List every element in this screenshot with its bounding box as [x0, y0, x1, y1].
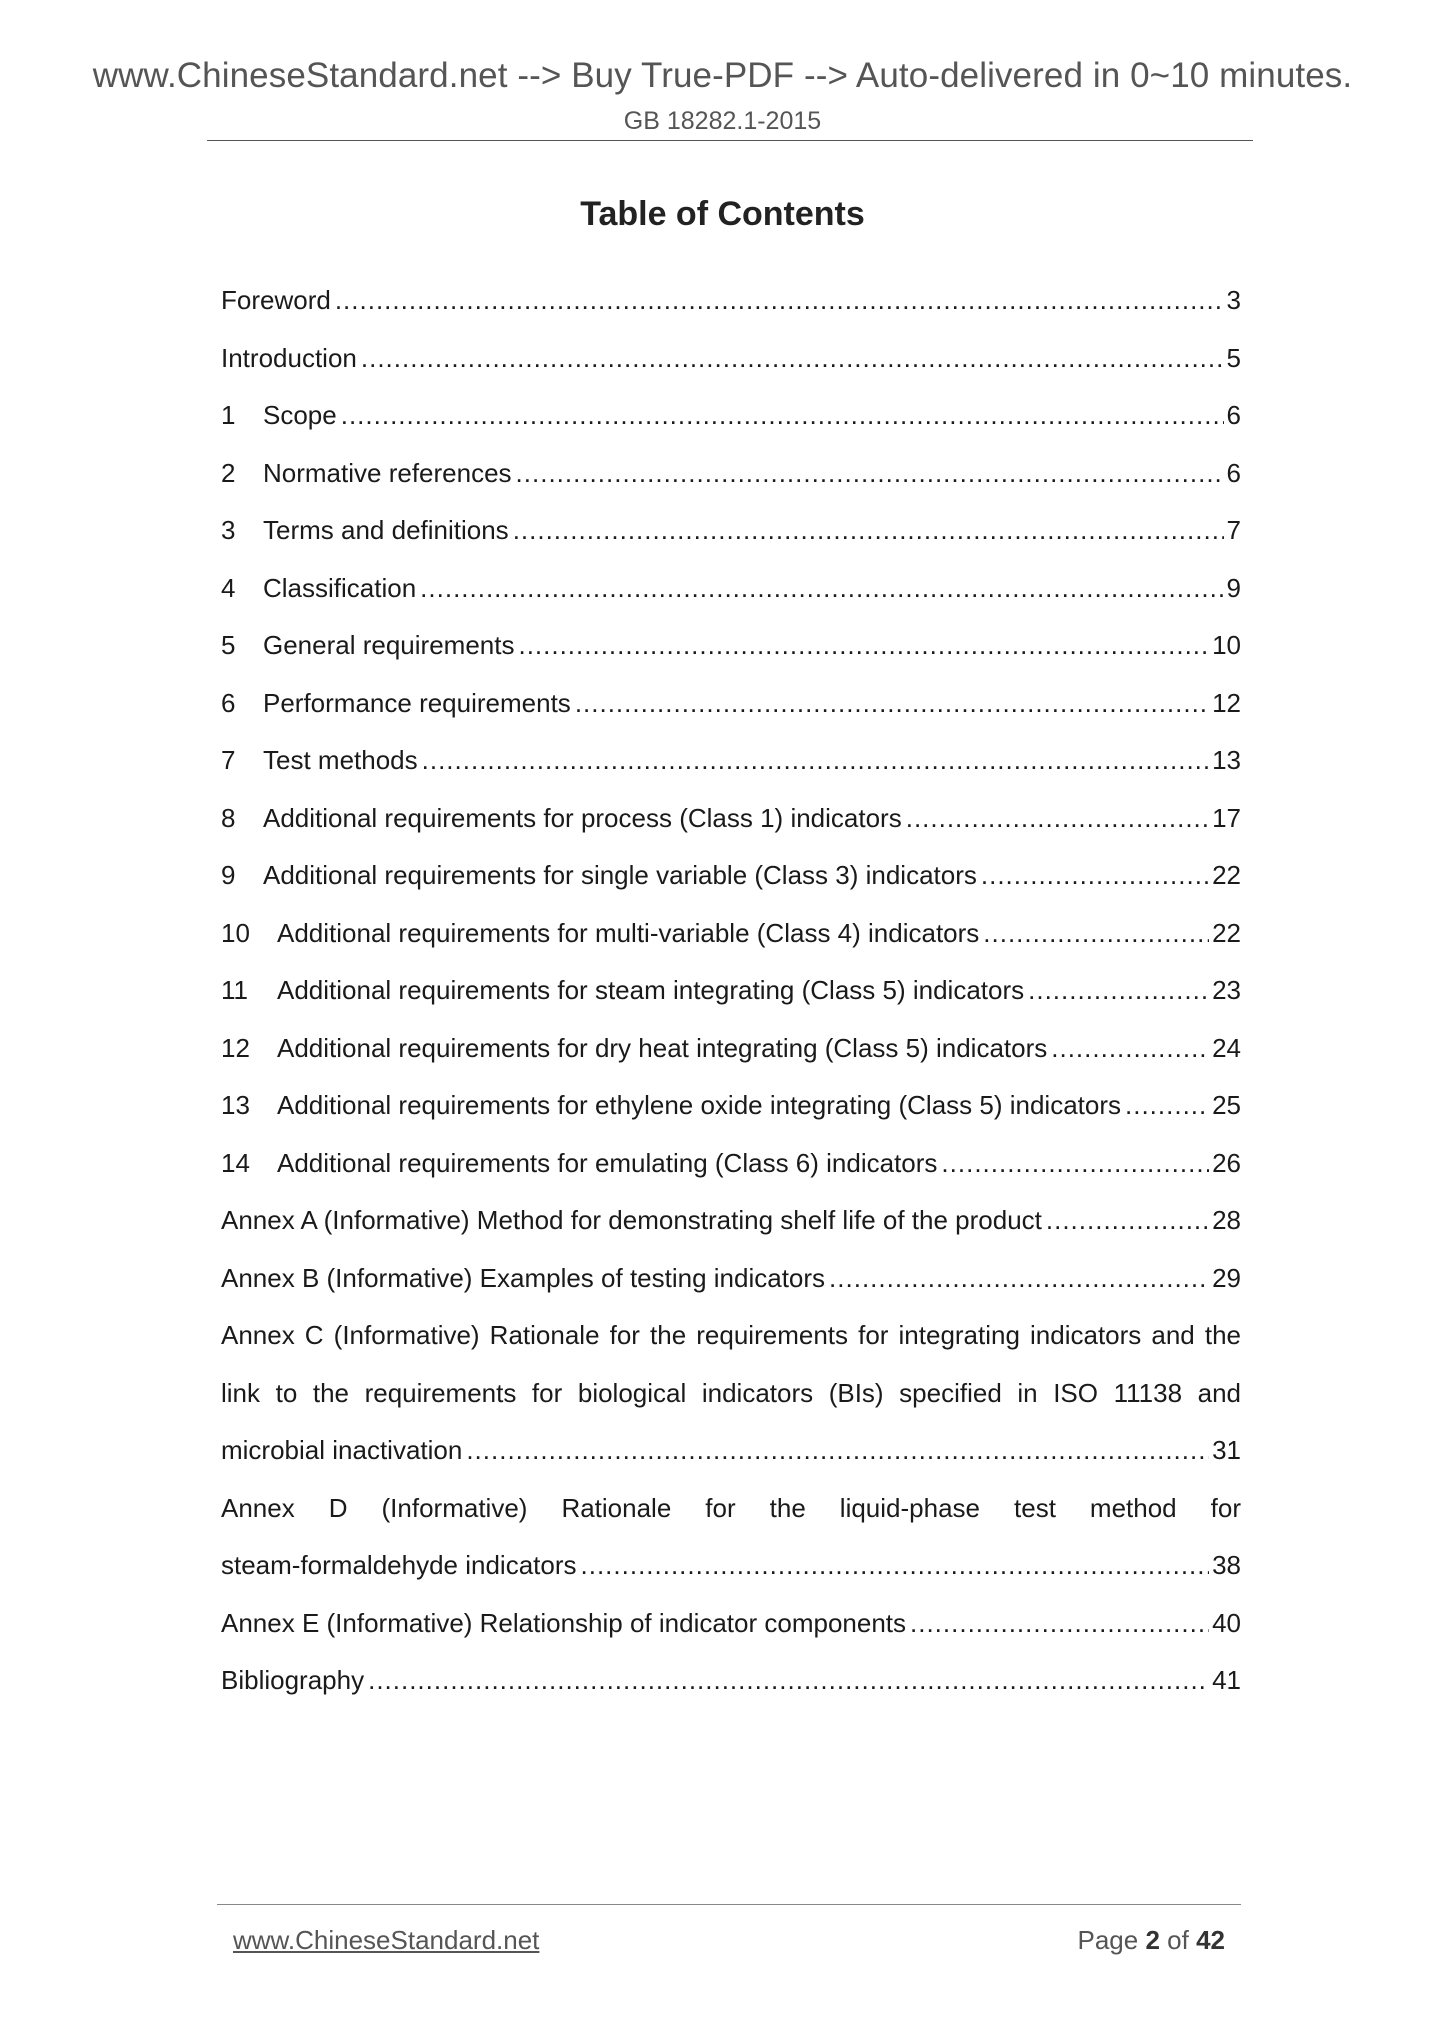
toc-leader-dots	[420, 568, 1223, 609]
toc-entry-label: Annex A (Informative) Method for demonstrating shelf life of the product	[221, 1205, 1042, 1235]
page-number-of: of	[1167, 1925, 1189, 1955]
toc-entry-number: 9	[221, 860, 236, 890]
toc-leader-dots	[829, 1258, 1209, 1299]
toc-entry[interactable]	[221, 338, 1241, 396]
toc-entry-page: 9	[1226, 572, 1241, 603]
toc-entry-number: 11	[221, 975, 248, 1005]
toc-leader-dots	[466, 1430, 1209, 1471]
toc-leader-dots	[906, 798, 1209, 839]
toc-entry[interactable]	[221, 798, 1241, 856]
toc-entry-page: 23	[1212, 975, 1241, 1005]
page-number-prefix: Page	[1077, 1925, 1139, 1955]
toc-entry-number: 4	[221, 572, 236, 603]
toc-entry[interactable]	[221, 740, 1241, 798]
footer-divider	[217, 1904, 1241, 1905]
toc-entry-label: Annex E (Informative) Relationship of indicator components	[221, 1607, 907, 1638]
toc-entry[interactable]	[221, 1143, 1241, 1201]
toc-entry-label: steam-formaldehyde indicators	[221, 1550, 577, 1580]
page-number	[1077, 1925, 1225, 1956]
toc-entry-annex-d[interactable]	[221, 1488, 1241, 1603]
header-banner: www.ChineseStandard.net --> Buy True-PDF --> Auto-delivered in 0~10 minutes.	[92, 56, 1353, 95]
toc-entry-number: 3	[221, 515, 236, 545]
toc-entry[interactable]	[221, 395, 1241, 453]
page-title: Table of Contents	[580, 195, 865, 233]
toc-entry-label: Annex B (Informative) Examples of testing indicators	[221, 1262, 826, 1293]
toc-leader-dots	[910, 1603, 1209, 1644]
toc-leader-dots	[341, 395, 1224, 436]
toc-entry-number: 12	[221, 1032, 250, 1063]
toc-entry[interactable]	[221, 625, 1241, 683]
toc-entry-label: Normative references	[263, 457, 512, 488]
toc-entry-label: Bibliography	[221, 1665, 365, 1695]
toc-list	[221, 280, 1241, 1315]
toc-entry-label: Introduction	[221, 342, 357, 373]
toc-leader-dots	[422, 740, 1209, 781]
toc-leader-dots	[518, 625, 1209, 666]
toc-entry-page: 7	[1226, 515, 1241, 545]
toc-entry-annex-c[interactable]	[221, 1315, 1241, 1488]
toc-leader-dots	[1125, 1085, 1209, 1126]
toc-entry-page: 22	[1212, 860, 1241, 890]
toc-leader-dots	[513, 510, 1224, 551]
toc-entry-page: 29	[1212, 1262, 1241, 1293]
toc-leader-dots	[1028, 970, 1209, 1011]
toc-entry-label: Classification	[263, 572, 417, 603]
page-number-total: 42	[1196, 1925, 1225, 1955]
toc-entry-page: 22	[1212, 917, 1241, 948]
toc-entry-number: 8	[221, 802, 236, 833]
toc-entry[interactable]	[221, 855, 1241, 913]
toc-entry[interactable]	[221, 683, 1241, 741]
toc-leader-dots	[983, 913, 1209, 954]
toc-entry-number: 5	[221, 630, 236, 660]
toc-entry-label: Test methods	[263, 745, 418, 775]
toc-entry-page: 5	[1226, 342, 1241, 373]
toc-entry-number: 2	[221, 457, 236, 488]
toc-entry-page: 13	[1212, 745, 1241, 775]
toc-leader-dots	[575, 683, 1209, 724]
toc-entry-page: 17	[1212, 802, 1241, 833]
toc-leader-dots	[1046, 1200, 1209, 1241]
toc-entry-label: Performance requirements	[263, 687, 571, 718]
toc-entry[interactable]	[221, 913, 1241, 971]
toc-entry-bibliography[interactable]	[221, 1660, 1241, 1718]
toc-leader-dots	[941, 1143, 1209, 1184]
toc-entry-number: 13	[221, 1090, 250, 1120]
toc-entry[interactable]	[221, 1258, 1241, 1316]
toc-entry-page: 24	[1212, 1032, 1241, 1063]
toc-entry-label: Foreword	[221, 285, 331, 315]
toc-entry-page: 38	[1212, 1550, 1241, 1580]
toc-leader-dots	[1051, 1028, 1209, 1069]
toc-entry[interactable]	[221, 1200, 1241, 1258]
toc-entry-annex-c-line-3	[221, 1430, 1241, 1488]
toc-entry-annex-c-line-2: link to the requirements for biological indicators (BIs) specified in ISO 11138 and	[221, 1377, 1241, 1408]
toc-entry-label: General requirements	[263, 630, 515, 660]
toc-entry-page: 3	[1226, 285, 1241, 315]
toc-leader-dots	[361, 338, 1224, 379]
toc-entry-annex-d-line-1: Annex D (Informative) Rationale for the liquid-phase test method for	[221, 1492, 1241, 1523]
toc-entry-page: 40	[1212, 1607, 1241, 1638]
toc-entry[interactable]	[221, 453, 1241, 511]
page-number-current: 2	[1145, 1925, 1160, 1955]
footer-website-link[interactable]: www.ChineseStandard.net	[233, 1925, 540, 1955]
toc-entry-label: Additional requirements for multi-variable (Class 4) indicators	[277, 917, 980, 948]
standard-number: GB 18282.1-2015	[623, 107, 822, 135]
toc-entry-number: 7	[221, 745, 236, 775]
toc-entry-label: Scope	[263, 400, 337, 430]
toc-entry-label: Additional requirements for single variable (Class 3) indicators	[263, 860, 977, 890]
toc-entry[interactable]	[221, 280, 1241, 338]
toc-entry-label: Terms and definitions	[263, 515, 509, 545]
toc-entry-label: Additional requirements for emulating (Class 6) indicators	[277, 1147, 938, 1178]
toc-entry[interactable]	[221, 568, 1241, 626]
toc-entry-page: 6	[1226, 457, 1241, 488]
toc-entry-page: 26	[1212, 1147, 1241, 1178]
toc-leader-dots	[335, 280, 1224, 321]
toc-entry[interactable]	[221, 1085, 1241, 1143]
toc-entry-number: 14	[221, 1147, 250, 1178]
toc-entry-page: 41	[1212, 1665, 1241, 1695]
toc-leader-dots	[368, 1660, 1209, 1701]
toc-entry-page: 10	[1212, 630, 1241, 660]
toc-entry-page: 31	[1212, 1435, 1241, 1465]
toc-entry-page: 12	[1212, 687, 1241, 718]
toc-entry-page: 25	[1212, 1090, 1241, 1120]
toc-entry-label: Additional requirements for ethylene oxide integrating (Class 5) indicators	[277, 1090, 1121, 1120]
toc-entry-number: 6	[221, 687, 236, 718]
toc-leader-dots	[581, 1545, 1210, 1586]
toc-entry-page: 6	[1226, 400, 1241, 430]
toc-leader-dots	[516, 453, 1224, 494]
toc-entry-label: Additional requirements for process (Class 1) indicators	[263, 802, 902, 833]
toc-leader-dots	[981, 855, 1209, 896]
toc-entry-label: Additional requirements for dry heat integrating (Class 5) indicators	[277, 1032, 1048, 1063]
toc-entry-label: Additional requirements for steam integrating (Class 5) indicators	[277, 975, 1025, 1005]
toc-entry[interactable]	[221, 510, 1241, 568]
toc-entry[interactable]	[221, 1028, 1241, 1086]
table-of-contents	[221, 280, 1241, 1718]
toc-entry-annex-c-line-1: Annex C (Informative) Rationale for the requirements for integrating indicators and the	[221, 1320, 1241, 1350]
toc-entry-number: 10	[221, 917, 250, 948]
header-divider	[207, 140, 1253, 141]
toc-entry-annex-d-line-2	[221, 1545, 1241, 1603]
toc-entry-page: 28	[1212, 1205, 1241, 1235]
toc-entry-annex-e[interactable]	[221, 1603, 1241, 1661]
toc-entry-label: microbial inactivation	[221, 1435, 463, 1465]
toc-entry[interactable]	[221, 970, 1241, 1028]
toc-entry-number: 1	[221, 400, 236, 430]
